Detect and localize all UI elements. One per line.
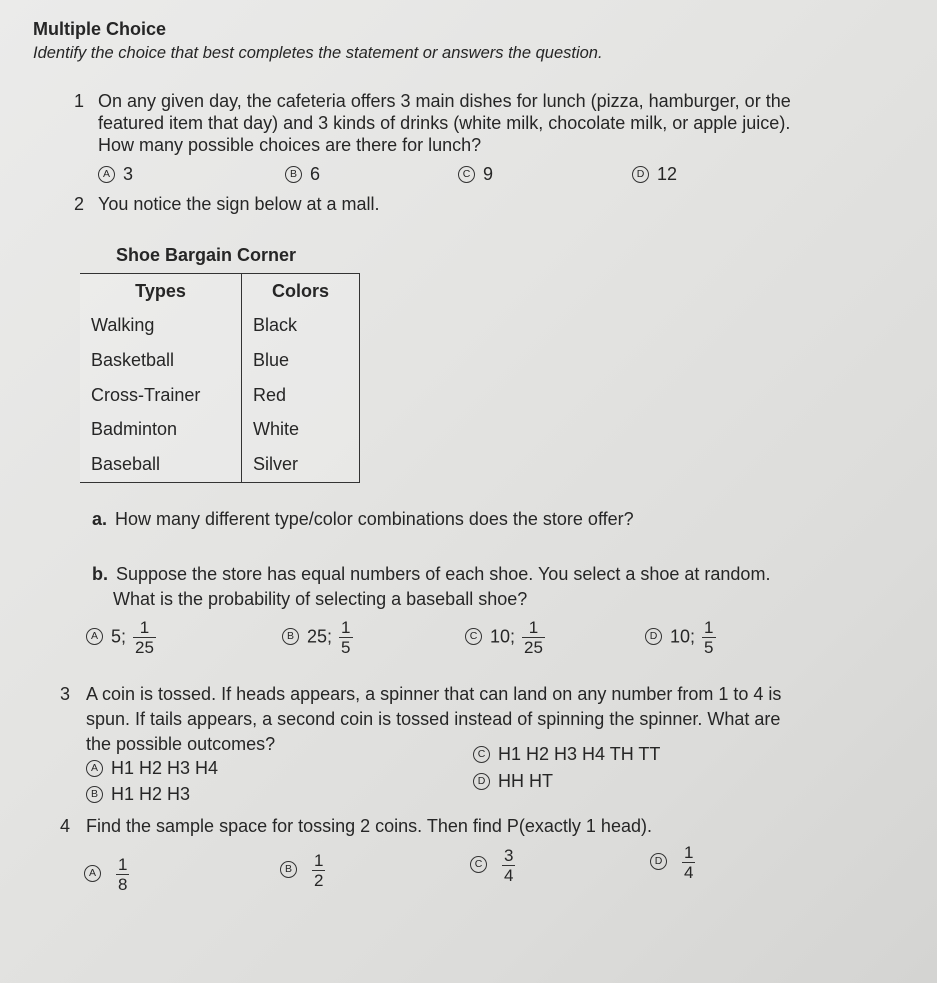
table-cell-type: Basketball — [80, 343, 242, 378]
option-whole: 10; — [490, 626, 516, 647]
section-title: Multiple Choice — [33, 19, 167, 39]
table-cell-type: Baseball — [80, 447, 242, 482]
option-whole: 10; — [670, 626, 696, 647]
fraction-numerator: 1 — [704, 618, 714, 637]
table-cell-color: Red — [253, 384, 287, 405]
table-row — [80, 378, 360, 413]
table-cell-color: White — [253, 419, 300, 440]
fraction-numerator: 1 — [684, 843, 694, 862]
option-fraction — [312, 851, 325, 890]
fraction-numerator: 1 — [118, 855, 128, 874]
table-title: Shoe Bargain Corner — [116, 245, 297, 265]
question-3-line-3: the possible outcomes? — [86, 734, 276, 754]
fraction-denominator: 5 — [341, 638, 351, 657]
table-cell-color: Silver — [253, 453, 299, 474]
fraction-denominator: 8 — [118, 875, 128, 894]
option-fraction — [522, 618, 545, 657]
option-text: H1 H2 H3 H4 — [111, 758, 219, 778]
question-2-part-b-line-2: What is the probability of selecting a baseball shoe? — [113, 589, 528, 609]
fraction-denominator: 4 — [504, 866, 514, 885]
question-2-number: 2 — [74, 194, 85, 214]
question-4-number: 4 — [60, 816, 71, 836]
option-letter-icon: C — [465, 628, 482, 645]
q2-option-a[interactable] — [86, 618, 156, 657]
part-a-label: a. — [92, 509, 108, 529]
option-letter-icon: A — [84, 865, 101, 882]
option-text: 9 — [483, 164, 494, 184]
question-1-number: 1 — [74, 91, 85, 111]
fraction-numerator: 1 — [314, 851, 324, 870]
fraction-numerator: 1 — [341, 618, 351, 637]
q3-option-a[interactable] — [86, 758, 218, 779]
fraction-denominator: 4 — [684, 863, 694, 882]
q4-option-c[interactable] — [470, 846, 515, 885]
option-whole: 25; — [307, 626, 333, 647]
option-letter-icon: B — [282, 628, 299, 645]
option-fraction — [339, 618, 352, 657]
fraction-denominator: 2 — [314, 871, 324, 890]
q3-option-d[interactable] — [473, 771, 553, 792]
option-fraction — [502, 846, 515, 885]
fraction-numerator: 1 — [133, 618, 156, 638]
part-b-text: Suppose the store has equal numbers of each shoe. You select a shoe at random. — [116, 564, 771, 584]
table-cell-type: Walking — [80, 309, 242, 344]
question-1-line-1: On any given day, the cafeteria offers 3 main dishes for lunch (pizza, hamburger, or the — [98, 91, 791, 111]
q4-option-a[interactable] — [84, 855, 129, 894]
option-text: 3 — [123, 164, 134, 184]
q3-option-c[interactable] — [473, 744, 660, 765]
q1-option-b[interactable] — [285, 164, 320, 185]
q4-option-b[interactable] — [280, 851, 325, 890]
option-text: 12 — [657, 164, 678, 184]
option-text: H1 H2 H3 H4 TH TT — [498, 744, 661, 764]
fraction-denominator: 25 — [524, 638, 543, 657]
option-letter-icon: A — [86, 760, 103, 777]
option-letter-icon: C — [473, 746, 490, 763]
option-whole: 5; — [111, 626, 127, 647]
q3-option-b[interactable] — [86, 784, 190, 805]
q1-option-c[interactable] — [458, 164, 493, 185]
shoe-table — [80, 273, 360, 483]
table-row — [80, 309, 360, 344]
option-text: HH HT — [498, 771, 553, 791]
option-letter-icon: A — [86, 628, 103, 645]
option-letter-icon: B — [280, 861, 297, 878]
question-3-line-2: spun. If tails appears, a second coin is tossed instead of spinning the spinner. What are — [86, 709, 781, 729]
option-letter-icon: C — [458, 166, 475, 183]
table-header-types: Types — [80, 274, 242, 309]
table-cell-type: Badminton — [80, 412, 242, 447]
q2-option-d[interactable] — [645, 618, 716, 657]
option-letter-icon: C — [470, 856, 487, 873]
fraction-numerator: 3 — [504, 846, 514, 865]
table-cell-color: Blue — [253, 349, 290, 370]
table-row — [80, 447, 360, 482]
option-letter-icon: D — [473, 773, 490, 790]
question-4-text: Find the sample space for tossing 2 coins. Then find P(exactly 1 head). — [86, 816, 652, 836]
instructions: Identify the choice that best completes the statement or answers the question. — [33, 44, 603, 62]
option-letter-icon: B — [285, 166, 302, 183]
fraction-numerator: 1 — [522, 618, 545, 638]
option-letter-icon: D — [650, 853, 667, 870]
question-2-part-b-line-1 — [92, 563, 770, 585]
q1-option-d[interactable] — [632, 164, 677, 185]
option-fraction — [702, 618, 715, 657]
question-3-line-1: A coin is tossed. If heads appears, a spinner that can land on any number from 1 to 4 is — [86, 684, 782, 704]
option-letter-icon: D — [645, 628, 662, 645]
table-row — [80, 343, 360, 378]
option-letter-icon: A — [98, 166, 115, 183]
option-fraction — [682, 843, 695, 882]
option-letter-icon: B — [86, 786, 103, 803]
question-2-part-a — [92, 508, 634, 530]
question-3-number: 3 — [60, 684, 71, 704]
fraction-denominator: 5 — [704, 638, 714, 657]
q4-option-d[interactable] — [650, 843, 695, 882]
option-fraction — [116, 855, 129, 894]
table-row — [80, 412, 360, 447]
option-letter-icon: D — [632, 166, 649, 183]
table-header-row — [80, 274, 360, 309]
q2-option-b[interactable] — [282, 618, 353, 657]
question-2-text: You notice the sign below at a mall. — [98, 194, 380, 214]
question-1-line-2: featured item that day) and 3 kinds of drinks (white milk, chocolate milk, or apple juice). — [98, 113, 791, 133]
part-b-label: b. — [92, 564, 108, 584]
part-a-text: How many different type/color combinations does the store offer? — [115, 509, 634, 529]
table-cell-color: Black — [253, 315, 298, 336]
table-header-colors: Colors — [271, 280, 329, 301]
q1-option-a[interactable] — [98, 164, 133, 185]
option-fraction — [133, 618, 156, 657]
q2-option-c[interactable] — [465, 618, 545, 657]
fraction-denominator: 25 — [135, 638, 154, 657]
question-1-line-3: How many possible choices are there for lunch? — [98, 135, 482, 155]
option-text: 6 — [310, 164, 321, 184]
option-text: H1 H2 H3 — [111, 784, 191, 804]
table-cell-type: Cross-Trainer — [80, 378, 242, 413]
